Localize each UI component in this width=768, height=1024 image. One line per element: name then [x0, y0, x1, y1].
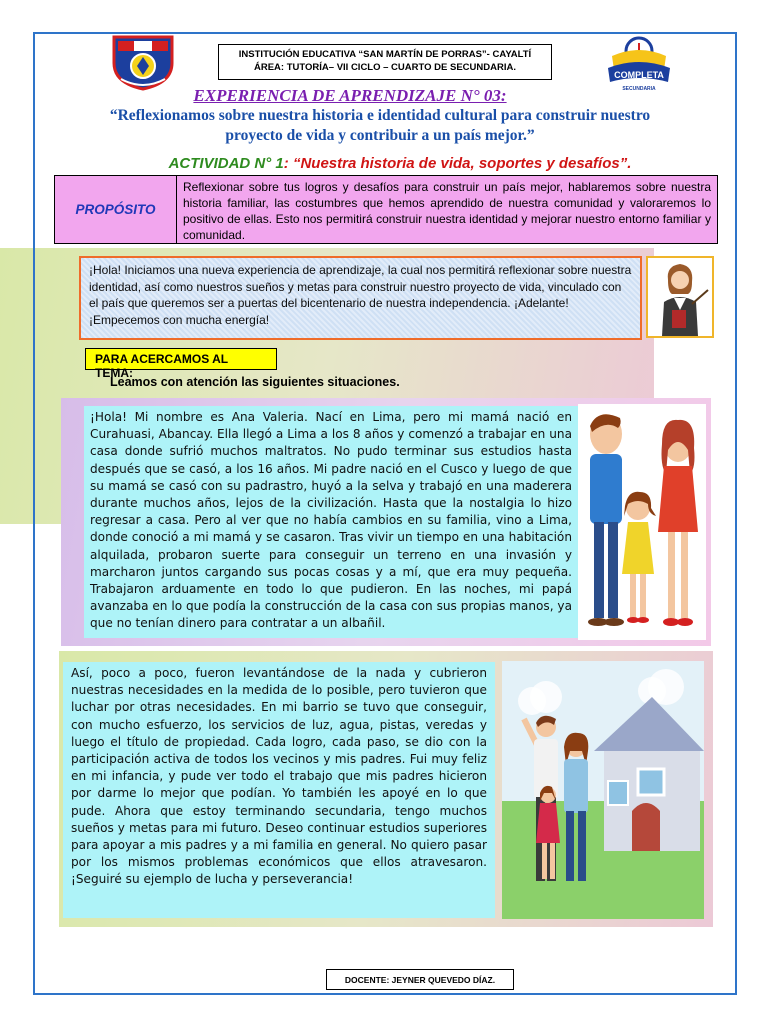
activity-title: : “Nuestra historia de vida, soportes y desafíos”.: [283, 155, 632, 172]
section-label: PARA ACERCAMOS AL TEMA:: [85, 348, 277, 370]
proposito-label: PROPÓSITO: [55, 176, 177, 243]
teacher-illustration: [646, 256, 714, 338]
proposito-text: Reflexionar sobre tus logros y desafíos para construir un país mejor, hablaremos sobre nuestra historia familiar, las costumbres que hemos aprendido de nuestra comunidad y valoraremos lo positivo de ellas. Esto nos permitirá construir nuestra identidad y mejorar nuestro entorno familiar y comunidad.: [183, 180, 711, 242]
family-illustration: [578, 404, 706, 640]
activity-heading: [100, 155, 700, 172]
institution-name: INSTITUCIÓN EDUCATIVA “SAN MARTÍN DE PORRAS”- CAYALTÍ: [238, 49, 532, 60]
svg-text:SECUNDARIA: SECUNDARIA: [622, 86, 656, 92]
institution-header: [218, 44, 552, 80]
story-text-part2: Así, poco a poco, fueron levantándose de la nada y cubrieron nuestras necesidades en la medida de lo posible, pero tuvieron que luchar por otras necesidades. En mi barrio se tuvo que conseguir, con mucho esfuerzo, los servicios de luz, agua, pistas, veredas y luego el título de propiedad. Cada logro, cada paso, se dio con la participación activa de todos los vecinos y mis padres. Fui muy feliz en mi infancia, y pude ver todo el trabajo que mis padres hicieron por darme lo mejor que podían. Yo también les apoyé en lo que pude. Ahora que estoy terminando secundaria, tengo muchos sueños y metas para mi futuro. Deseo continuar estudios superiores para apoyar a mis padres y a mi familia en general. No quiero pasar por los mismos problemas económicos que ellos atravesaron. ¡Seguiré su ejemplo de lucha y perseverancia!: [63, 662, 495, 918]
greeting-box: ¡Hola! Iniciamos una nueva experiencia de aprendizaje, la cual nos permitirá reflexionar sobre nuestra identidad, así como nuestros sueños y metas para construir nuestro proyecto de vida, vinculado con el país que queremos ser a puertas del bicentenario de nuestra independencia. ¡Adelante! ¡Empecemos con mucha energía!: [79, 256, 642, 340]
teacher-name-box: DOCENTE: JEYNER QUEVEDO DÍAZ.: [326, 969, 514, 990]
experience-title: EXPERIENCIA DE APRENDIZAJE N° 03:: [193, 86, 507, 105]
house-family-illustration: [502, 661, 704, 919]
school-crest-logo: [106, 33, 180, 91]
activity-number: ACTIVIDAD N° 1: [168, 155, 284, 172]
svg-text:COMPLETA: COMPLETA: [614, 70, 664, 80]
proposito-table: [54, 175, 718, 244]
story-text-part1: ¡Hola! Mi nombre es Ana Valeria. Nací en Lima, pero mi mamá nació en Curahuasi, Abancay. Ella llegó a Lima a los 8 años y comenzó a trabajar en una casa donde sufrió muchos maltratos. No pudo terminar sus estudios hasta después que se casó, a los 16 años. Mi padre nació en el Cusco y luego de que su mamá se casó con su padrastro, huyó a la selva y trabajó en una maderera durante muchos años, lejos de la civilización. Hasta que la nostalgia lo hizo regresar a casa. Pero al ver que no había cambios en su familia, vino a Lima, donde conoció a mi mamá y se casaron. Tras vivir un tiempo en una habitación alquilada, probaron suerte para conseguir un terreno en una invasión y marcharon juntos cargando sus pocas cosas y a mí, que era muy pequeña. Trabajaron arduamente en todo lo que pudieron. En las noches, mi papá avanzaba en lo que podía la construcción de la casa con sus propias manos, ya que no tenían dinero para contratar a un albañil.: [84, 406, 578, 638]
area-line: ÁREA: TUTORÍA– VII CICLO – CUARTO DE SECUNDARIA.: [254, 62, 516, 73]
reading-instruction: Leamos con atención las siguientes situaciones.: [110, 375, 400, 389]
jornada-escolar-logo: [602, 34, 676, 92]
experience-subtitle: “Reflexionamos sobre nuestra historia e identidad cultural para construir nuestro proyecto de vida y contribuir a un país mejor.”: [109, 107, 651, 144]
